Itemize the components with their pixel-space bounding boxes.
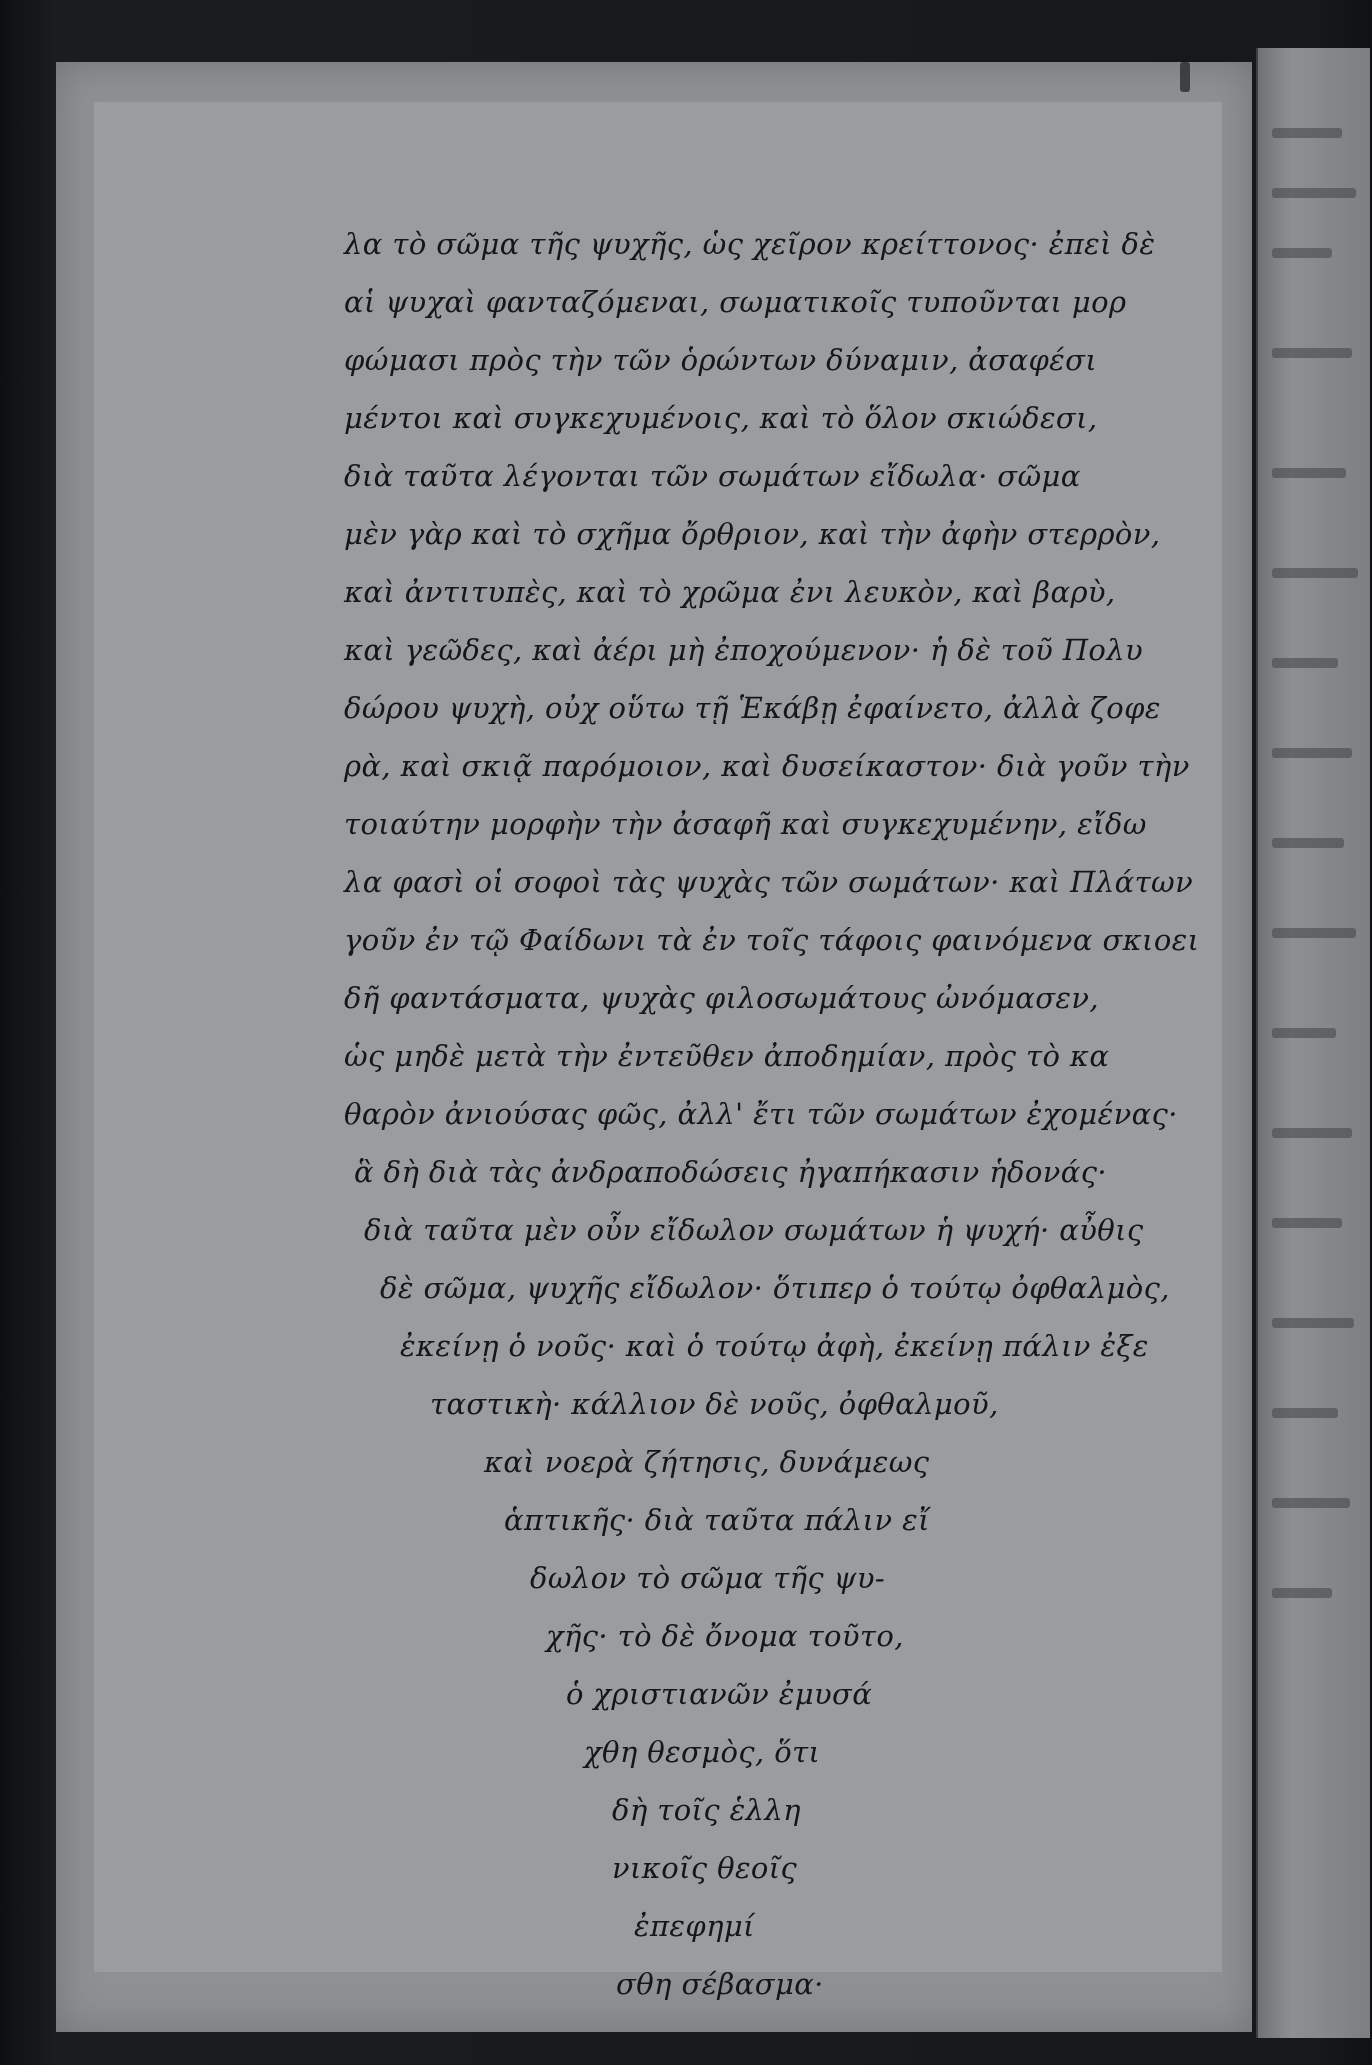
- text-line: δὴ τοῖς ἑλλη: [612, 1793, 801, 1827]
- ghost-line: [1272, 128, 1342, 138]
- ghost-line: [1272, 468, 1346, 478]
- text-line: τοιαύτην μορφὴν τὴν ἀσαφῆ καὶ συγκεχυμένην, εἴδω: [344, 807, 1147, 841]
- text-line: ἐπεφημί: [634, 1909, 755, 1943]
- text-line: θαρὸν ἀνιούσας φῶς, ἀλλ' ἔτι τῶν σωμάτων ἐχομένας·: [344, 1097, 1178, 1131]
- text-line: δῆ φαντάσματα, ψυχὰς φιλοσωμάτους ὠνόμασεν,: [344, 981, 1100, 1015]
- adjacent-page-edge: [1256, 48, 1370, 2038]
- ghost-line: [1272, 1498, 1350, 1508]
- ghost-line: [1272, 748, 1352, 758]
- text-line: καὶ νοερὰ ζήτησις, δυνάμεως: [484, 1445, 930, 1479]
- text-line: διὰ ταῦτα λέγονται τῶν σωμάτων εἴδωλα· σῶμα: [344, 459, 1081, 493]
- text-line: ρὰ, καὶ σκιᾷ παρόμοιον, καὶ δυσείκαστον· διὰ γοῦν τὴν: [344, 749, 1190, 783]
- ghost-line: [1272, 348, 1352, 358]
- text-line: καὶ γεῶδες, καὶ ἀέρι μὴ ἐποχούμενον· ἡ δὲ τοῦ Πολυ: [344, 633, 1144, 667]
- ghost-line: [1272, 1028, 1336, 1038]
- text-line: φώμασι πρὸς τὴν τῶν ὁρώντων δύναμιν, ἀσαφέσι: [344, 343, 1098, 377]
- text-line: ἐκείνῃ ὁ νοῦς· καὶ ὁ τούτῳ ἀφὴ, ἐκείνῃ πάλιν ἐξε: [400, 1329, 1149, 1363]
- text-line: ἁπτικῆς· διὰ ταῦτα πάλιν εἴ: [504, 1503, 930, 1537]
- text-line: μὲν γὰρ καὶ τὸ σχῆμα ὄρθριον, καὶ τὴν ἀφὴν στερρὸν,: [344, 517, 1161, 551]
- text-line: χῆς· τὸ δὲ ὄνομα τοῦτο,: [546, 1619, 904, 1653]
- text-line: διὰ ταῦτα μὲν οὖν εἴδωλον σωμάτων ἡ ψυχή· αὖθις: [364, 1213, 1144, 1247]
- text-line: λα τὸ σῶμα τῆς ψυχῆς, ὡς χεῖρον κρείττονος· ἐπεὶ δὲ: [344, 227, 1156, 261]
- text-line: δὲ σῶμα, ψυχῆς εἴδωλον· ὅτιπερ ὁ τούτῳ ὀφθαλμὸς,: [380, 1271, 1170, 1305]
- ghost-line: [1272, 248, 1332, 258]
- ghost-line: [1272, 1408, 1338, 1418]
- text-line: αἱ ψυχαὶ φανταζόμεναι, σωματικοῖς τυποῦνται μορ: [344, 285, 1127, 319]
- ghost-line: [1272, 928, 1356, 938]
- text-line: σθη σέβασμα·: [616, 1967, 824, 2001]
- text-line: ἃ δὴ διὰ τὰς ἀνδραποδώσεις ἠγαπήκασιν ἡδονάς·: [354, 1155, 1107, 1189]
- text-line: καὶ ἀντιτυπὲς, καὶ τὸ χρῶμα ἐνι λευκὸν, καὶ βαρὺ,: [344, 575, 1116, 609]
- ghost-line: [1272, 1128, 1352, 1138]
- ghost-line: [1272, 568, 1358, 578]
- text-line: δώρου ψυχὴ, οὐχ οὕτω τῇ Ἑκάβῃ ἐφαίνετο, ἀλλὰ ζοφε: [344, 691, 1161, 725]
- text-line: λα φασὶ οἱ σοφοὶ τὰς ψυχὰς τῶν σωμάτων· καὶ Πλάτων: [344, 865, 1194, 899]
- ghost-line: [1272, 838, 1344, 848]
- text-line: ταστικὴ· κάλλιον δὲ νοῦς, ὀφθαλμοῦ,: [430, 1387, 999, 1421]
- ghost-line: [1272, 1588, 1332, 1598]
- text-line: μέντοι καὶ συγκεχυμένοις, καὶ τὸ ὅλον σκιώδεσι,: [344, 401, 1098, 435]
- folio-mark: [1180, 62, 1190, 92]
- text-line: νικοῖς θεοῖς: [612, 1851, 798, 1885]
- ghost-line: [1272, 1318, 1354, 1328]
- text-line: ὁ χριστιανῶν ἐμυσά: [566, 1677, 873, 1711]
- text-line: δωλον τὸ σῶμα τῆς ψυ-: [530, 1561, 886, 1595]
- ghost-line: [1272, 188, 1356, 198]
- text-line: γοῦν ἐν τῷ Φαίδωνι τὰ ἐν τοῖς τάφοις φαινόμενα σκιοει: [344, 923, 1200, 957]
- text-line: ὡς μηδὲ μετὰ τὴν ἐντεῦθεν ἀποδημίαν, πρὸς τὸ κα: [344, 1039, 1110, 1073]
- ghost-line: [1272, 658, 1338, 668]
- ghost-line: [1272, 1218, 1342, 1228]
- text-line: χθη θεσμὸς, ὅτι: [584, 1735, 821, 1769]
